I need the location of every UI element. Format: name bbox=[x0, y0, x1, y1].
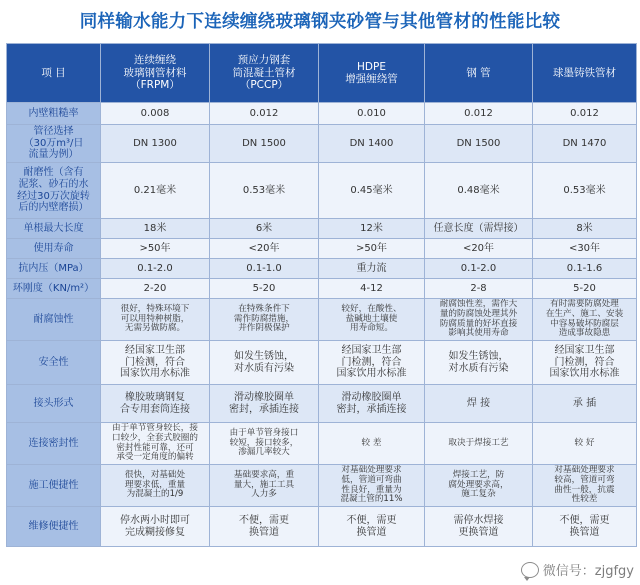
cell-frpm: 0.1-2.0 bbox=[101, 259, 210, 279]
table-row bbox=[7, 385, 637, 423]
table-header-row bbox=[7, 44, 637, 103]
comparison-table bbox=[6, 43, 637, 547]
table-row bbox=[7, 299, 637, 341]
cell-hdpe: 4-12 bbox=[319, 279, 425, 299]
cell-iron: 经国家卫生部 门检测，符合 国家饮用水标准 bbox=[533, 341, 637, 385]
header-iron: 球墨铸铁管材 bbox=[533, 44, 637, 103]
table-row bbox=[7, 423, 637, 465]
row-label: 环刚度（KN/m²） bbox=[7, 279, 101, 299]
row-label: 施工便捷性 bbox=[7, 465, 101, 507]
watermark-text: 微信号：zjgfgy bbox=[542, 564, 634, 579]
cell-steel: 如发生锈蚀， 对水质有污染 bbox=[425, 341, 533, 385]
row-label: 使用寿命 bbox=[7, 239, 101, 259]
cell-steel: 焊接工艺，防 腐处理要求高， 施工复杂 bbox=[425, 465, 533, 507]
cell-frpm: DN 1300 bbox=[101, 125, 210, 163]
table-row bbox=[7, 341, 637, 385]
cell-steel: DN 1500 bbox=[425, 125, 533, 163]
cell-hdpe: DN 1400 bbox=[319, 125, 425, 163]
cell-steel: 2-8 bbox=[425, 279, 533, 299]
cell-hdpe: 0.45毫米 bbox=[319, 163, 425, 219]
row-label: 安全性 bbox=[7, 341, 101, 385]
header-item: 项 目 bbox=[7, 44, 101, 103]
cell-hdpe: 0.010 bbox=[319, 103, 425, 125]
row-label: 维修便捷性 bbox=[7, 507, 101, 547]
cell-pccp: 0.012 bbox=[210, 103, 319, 125]
cell-pccp: 不便，需更 换管道 bbox=[210, 507, 319, 547]
row-label: 接头形式 bbox=[7, 385, 101, 423]
cell-frpm: 0.008 bbox=[101, 103, 210, 125]
cell-steel: <20年 bbox=[425, 239, 533, 259]
table-row bbox=[7, 125, 637, 163]
cell-pccp: 0.53毫米 bbox=[210, 163, 319, 219]
cell-steel: 耐腐蚀性差，需作大 量的防腐蚀处理其外 防腐质量的好坏直接 影响其使用寿命 bbox=[425, 299, 533, 341]
row-label: 抗内压（MPa） bbox=[7, 259, 101, 279]
cell-hdpe: 重力流 bbox=[319, 259, 425, 279]
cell-iron: 不便，需更 换管道 bbox=[533, 507, 637, 547]
row-label: 管径选择 （30万m³/日 流量为例） bbox=[7, 125, 101, 163]
cell-frpm: 橡胶玻璃钢复 合专用套筒连接 bbox=[101, 385, 210, 423]
row-label: 耐磨性（含有 泥浆、砂石的水 经过30万次旋转 后的内壁磨损） bbox=[7, 163, 101, 219]
cell-hdpe: 对基础处理要求 低，管道可弯曲 性良好，重量为 混凝土管的11% bbox=[319, 465, 425, 507]
cell-iron: 0.1-1.6 bbox=[533, 259, 637, 279]
row-label: 耐腐蚀性 bbox=[7, 299, 101, 341]
cell-hdpe: >50年 bbox=[319, 239, 425, 259]
table-row bbox=[7, 219, 637, 239]
row-label: 单根最大长度 bbox=[7, 219, 101, 239]
cell-frpm: 很快，对基础处 理要求低，重量 为混凝土的1/9 bbox=[101, 465, 210, 507]
cell-iron: 0.53毫米 bbox=[533, 163, 637, 219]
page-title: 同样输水能力下连续缠绕玻璃钢夹砂管与其他管材的性能比较 bbox=[79, 11, 561, 32]
cell-hdpe: 较好，在酸性、 盐碱地土壤使 用寿命短。 bbox=[319, 299, 425, 341]
cell-pccp: <20年 bbox=[210, 239, 319, 259]
cell-steel: 0.1-2.0 bbox=[425, 259, 533, 279]
cell-iron: <30年 bbox=[533, 239, 637, 259]
cell-hdpe: 较 差 bbox=[319, 423, 425, 465]
cell-frpm: 2-20 bbox=[101, 279, 210, 299]
cell-pccp: 基础要求高，重 量大，施工工具 人力多 bbox=[210, 465, 319, 507]
cell-frpm: >50年 bbox=[101, 239, 210, 259]
table-row bbox=[7, 239, 637, 259]
table-body bbox=[7, 103, 637, 547]
cell-iron: 5-20 bbox=[533, 279, 637, 299]
cell-frpm: 很好，特殊环境下 可以用特种树脂， 无需另做防腐。 bbox=[101, 299, 210, 341]
cell-steel: 需停水焊接 更换管道 bbox=[425, 507, 533, 547]
cell-frpm: 0.21毫米 bbox=[101, 163, 210, 219]
cell-hdpe: 不便，需更 换管道 bbox=[319, 507, 425, 547]
table-row bbox=[7, 163, 637, 219]
cell-iron: 0.012 bbox=[533, 103, 637, 125]
cell-steel: 焊 接 bbox=[425, 385, 533, 423]
cell-pccp: 由于单节管身接口 较短，接口较多， 渗漏几率较大 bbox=[210, 423, 319, 465]
cell-steel: 取决于焊接工艺 bbox=[425, 423, 533, 465]
header-hdpe: HDPE 增强缠绕管 bbox=[319, 44, 425, 103]
row-label: 连接密封性 bbox=[7, 423, 101, 465]
header-steel: 钢 管 bbox=[425, 44, 533, 103]
cell-iron: 较 好 bbox=[533, 423, 637, 465]
table-row bbox=[7, 507, 637, 547]
watermark bbox=[521, 560, 634, 579]
cell-steel: 0.48毫米 bbox=[425, 163, 533, 219]
cell-iron: 有时需要防腐处理 在生产、施工、安装 中容易破坏防腐层 造成事故隐患 bbox=[533, 299, 637, 341]
cell-pccp: DN 1500 bbox=[210, 125, 319, 163]
cell-frpm: 由于单节管身较长，接 口较少，全套式胶圈的 密封性能可靠，还可 承受一定角度的偏转 bbox=[101, 423, 210, 465]
cell-steel: 0.012 bbox=[425, 103, 533, 125]
cell-pccp: 滑动橡胶圈单 密封，承插连接 bbox=[210, 385, 319, 423]
table-row bbox=[7, 279, 637, 299]
cell-frpm: 停水两小时即可 完成糊接修复 bbox=[101, 507, 210, 547]
cell-iron: 承 插 bbox=[533, 385, 637, 423]
cell-hdpe: 经国家卫生部 门检测，符合 国家饮用水标准 bbox=[319, 341, 425, 385]
table-row bbox=[7, 465, 637, 507]
cell-pccp: 5-20 bbox=[210, 279, 319, 299]
cell-pccp: 6米 bbox=[210, 219, 319, 239]
cell-pccp: 如发生锈蚀， 对水质有污染 bbox=[210, 341, 319, 385]
cell-iron: 对基础处理要求 较高，管道可弯 曲性一般，抗震 性较差 bbox=[533, 465, 637, 507]
header-frpm: 连续缠绕 玻璃钢管材料 （FRPM） bbox=[101, 44, 210, 103]
cell-pccp: 0.1-1.0 bbox=[210, 259, 319, 279]
cell-pccp: 在特殊条件下 需作防腐措施， 并作阴极保护 bbox=[210, 299, 319, 341]
cell-hdpe: 滑动橡胶圈单 密封，承插连接 bbox=[319, 385, 425, 423]
cell-iron: 8米 bbox=[533, 219, 637, 239]
table-row bbox=[7, 259, 637, 279]
cell-frpm: 经国家卫生部 门检测，符合 国家饮用水标准 bbox=[101, 341, 210, 385]
cell-iron: DN 1470 bbox=[533, 125, 637, 163]
cell-steel: 任意长度（需焊接） bbox=[425, 219, 533, 239]
header-pccp: 预应力钢套 筒混凝土管材 （PCCP） bbox=[210, 44, 319, 103]
row-label: 内壁粗糙率 bbox=[7, 103, 101, 125]
wechat-icon bbox=[521, 562, 539, 578]
cell-hdpe: 12米 bbox=[319, 219, 425, 239]
table-row bbox=[7, 103, 637, 125]
cell-frpm: 18米 bbox=[101, 219, 210, 239]
